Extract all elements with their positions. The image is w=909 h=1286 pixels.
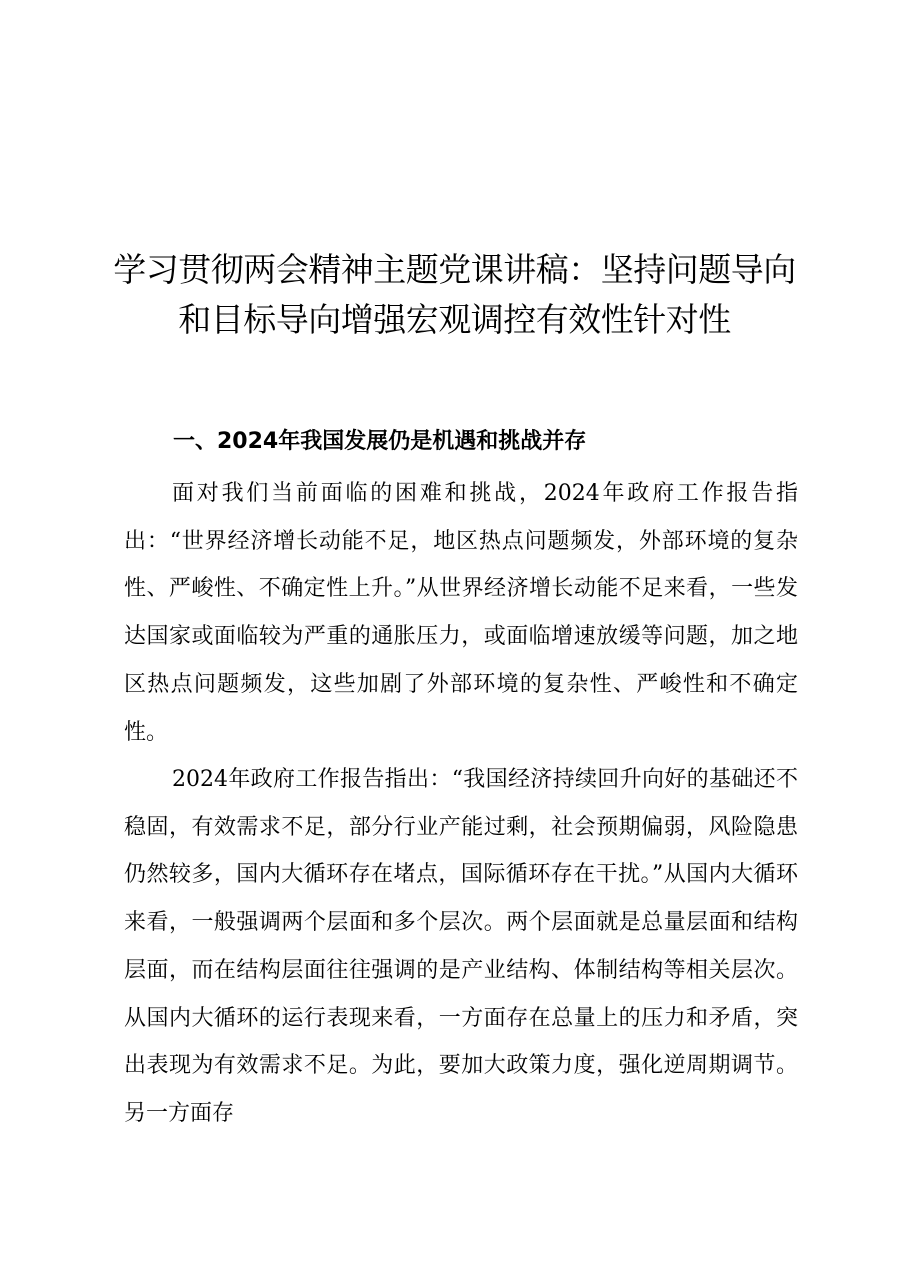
document-title: 学习贯彻两会精神主题党课讲稿：坚持问题导向和目标导向增强宏观调控有效性针对性 <box>113 250 796 339</box>
body-paragraph: 2024年政府工作报告指出：“我国经济持续回升向好的基础还不稳固，有效需求不足，部分行业产能过剩，社会预期偏弱，风险隐患仍然较多，国内大循环存在堵点，国际循环存在干扰。”从国内大循环来看，一般强调两个层面和多个层次。两个层面就是总量层面和结构层面，而在结构层面往往强调的是产业结构、体制结构等相关层次。从国内大循环的运行表现来看，一方面存在总量上的压力和矛盾，突出表现为有效需求不足。为此，要加大政策力度，强化逆周期调节。另一方面存 <box>124 767 798 1126</box>
section-heading: 一、2024年我国发展仍是机遇和挑战并存 <box>173 429 587 454</box>
body-paragraph: 面对我们当前面临的困难和挑战，2024年政府工作报告指出：“世界经济增长动能不足，地区热点问题频发，外部环境的复杂性、严峻性、不确定性上升。”从世界经济增长动能不足来看，一些发达国家或面临较为严重的通胀压力，或面临增速放缓等问题，加之地区热点问题频发，这些加剧了外部环境的复杂性、严峻性和不确定性。 <box>124 481 798 745</box>
